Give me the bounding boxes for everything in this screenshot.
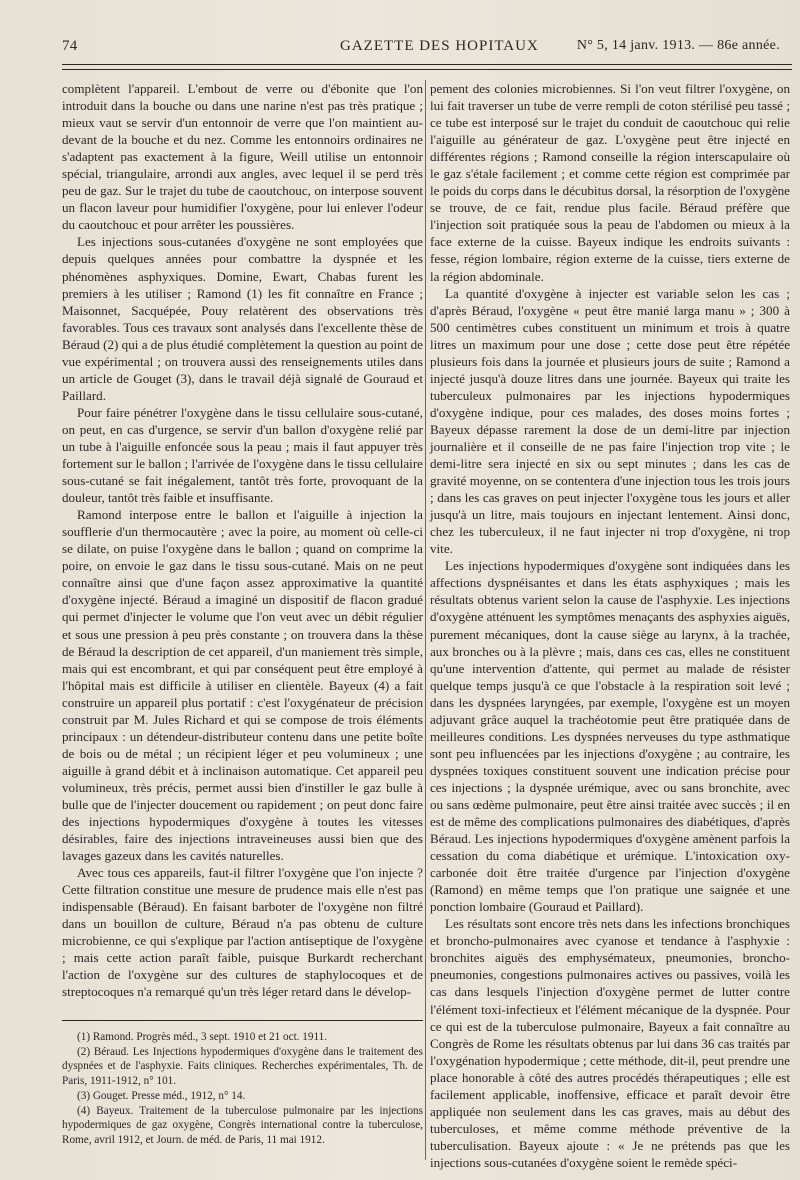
paragraph: Les résultats sont encore très nets dans les infections bronchiques et broncho-pulmonaires avec cyanose et tendance à l'asphyxie : bronchites aiguës des emphysémateux, pneumonies, broncho-pneumonies, congestions pulmonaires actives ou passives, voilà les cas dans lesquels l'injection d'oxygène permet de lutter contre l'élément toxi-infectieux et l'élément mécanique de la dyspnée. Pour ce qui est de la tuberculose pulmonaire, Bayeux a fait connaître au Congrès de Rome les résultats obtenus par lui dans 36 cas traités par l'oxygénation hypodermique ; cette méthode, dit-il, peut prendre une place honorable à côté des autres procédés thérapeutiques ; elle est facilement applicable, inoffensive, efficace et paraît devoir être appliquée non seulement dans les cas graves, mais au début des tuberculoses, et même comme méthode préventive de la tuberculisation. Bayeux ajoute : « Je ne prétends pas que les injections sous-cutanées d'oxygène soient le remède spéci- xyxy=(430,916,790,1170)
paragraph: La quantité d'oxygène à injecter est variable selon les cas ; d'après Béraud, l'oxygène « peut être manié larga manu » ; 300 à 500 centimètres cubes constituent un minimum et trois à quatre litres un maximum pour une dose ; cette dose peut être répétée plusieurs fois dans la journée et plusieurs jours de suite ; Ramond a injecté jusqu'à douze litres dans une journée. Bayeux qui traite les tuberculeux pulmonaires par les injections hypodermiques d'oxygène indique, pour ces malades, des doses moins fortes ; Bayeux dépasse rarement la dose de un demi-litre par injection journalière et il conseille de ne pas faire l'injection trop vite ; le demi-litre sera injecté en six ou sept minutes ; dans les cas de gravité moyenne, on se contentera d'une injection tous les trois jours ; dans les cas graves on peut injecter l'oxygène tous les jours et aller jusqu'à un litre, mais toujours en injectant lentement. Ainsi donc, chez les tuberculeux, il ne faut injecter ni trop d'oxygène, ni trop vite. xyxy=(430,285,790,557)
footnote: (1) Ramond. Progrès méd., 3 sept. 1910 et 21 oct. 1911. xyxy=(77,1031,328,1043)
footnote-separator xyxy=(62,1020,423,1021)
journal-title: GAZETTE DES HOPITAUX xyxy=(340,38,539,54)
footnote: (4) Bayeux. Traitement de la tuberculose pulmonaire par les injections hypodermiques de gaz oxygène, Congrès international contre la tuberculose, Rome, avril 1912, et Journ. de méd. de Paris, 11 mai 1912. xyxy=(62,1104,423,1146)
left-column xyxy=(62,80,423,1001)
header-rule-thin xyxy=(62,69,792,70)
right-column xyxy=(430,80,790,1171)
footnote: (2) Béraud. Les Injections hypodermiques d'oxygène dans le traitement des dyspnées et de l'asphyxie. Faits cliniques. Recherches expérimentales, Th. de Paris, 1911-1912, n° 101. xyxy=(62,1045,423,1088)
paragraph: complètent l'appareil. L'embout de verre ou d'ébonite que l'on introduit dans la bouche ou dans une narine n'est pas très pratique ; mieux vaut se servir d'un entonnoir de verre que l'on maintient au-devant de la bouche et du nez. Comme les entonnoirs ordinaires ne s'adaptent pas exactement à la figure, Weill utilise un entonnoir spécial, triangulaire, arrondi aux angles, avec lequel il se perd très peu de gaz. Sur le trajet du tube de caoutchouc, on interpose souvent un flacon laveur pour humidifier l'oxygène, pour lui enlever l'odeur du caoutchouc et pour arrêter les poussières. xyxy=(62,81,423,233)
paragraph: Pour faire pénétrer l'oxygène dans le tissu cellulaire sous-cutané, on peut, en cas d'urgence, se servir d'un ballon d'oxygène relié par un tube à l'aiguille enfoncée sous la peau ; mais il faut appuyer très fortement sur le ballon ; l'arrivée de l'oxygène dans le tissu cellulaire sous-cutané se fait inégalement, tantôt très forte, provoquant de la douleur, tantôt très faible et insuffisante. xyxy=(62,404,423,506)
paragraph: Les injections sous-cutanées d'oxygène ne sont employées que depuis quelques années pour combattre la dyspnée et les phénomènes asphyxiques. Domine, Ewart, Chabas furent les premiers à les utiliser ; Ramond (1) les fit connaître en France ; Maisonnet, Sacquépée, Pouy relatèrent des observations très favorables. Tous ces travaux sont analysés dans l'excellente thèse de Béraud (2) qui a de plus étudié complètement la question au point de vue expérimental ; on trouvera aussi des renseignements utiles dans un article de Gouget (3), dans le travail déjà signalé de Gouraud et Paillard. xyxy=(62,234,423,403)
paragraph: Avec tous ces appareils, faut-il filtrer l'oxygène que l'on injecte ? Cette filtration constitue une mesure de prudence mais elle n'est pas indispensable (Béraud). En faisant barboter de l'oxygène non filtré dans un bouillon de culture, Béraud n'a pas obtenu de culture microbienne, ce qui s'explique par l'action antiseptique de l'oxygène ; mais cette action paraît faible, puisque Burkardt recherchant l'action de l'oxygène sur des cultures de staphylocoques et de streptocoques n'a remarqué qu'un très léger retard dans le dévelop- xyxy=(62,865,423,1000)
page-number: 74 xyxy=(62,38,78,54)
paragraph: pement des colonies microbiennes. Si l'on veut filtrer l'oxygène, on lui fait traverser un tube de verre rempli de coton stérilisé peu tassé ; ce tube est interposé sur le trajet du conduit de caoutchouc qui relie l'aiguille au générateur de gaz. L'oxygène peut être injecté en différentes régions ; Ramond conseille la région interscapulaire où le gaz s'étale facilement ; et comme cette région est comprimée par le poids du corps dans le décubitus dorsal, la résorption de l'oxygène se trouve, de ce fait, rendue plus facile. Béraud préfère que l'injection soit pratiquée sous la peau de l'abdomen ou mieux à la face externe de la cuisse. Bayeux indique les endroits suivants : fesse, région lombaire, région externe de la cuisse, tiers externe de la région abdominale. xyxy=(430,81,790,284)
column-divider xyxy=(425,80,426,1160)
running-header xyxy=(62,38,780,62)
paragraph: Ramond interpose entre le ballon et l'aiguille à injection la soufflerie d'un thermocautère ; avec la poire, au moment où celle-ci se dilate, on puise l'oxygène dans le ballon ; quand on comprime la poire, on envoie le gaz dans le tissu sous-cutané. Mais on ne peut connaître ainsi que d'une façon assez approximative la quantité d'oxygène injecté. Béraud a imaginé un dispositif de flacon gradué qui permet d'injecter le volume que l'on veut avec un débit régulier et sous une pression à peu près constante ; on trouvera dans la thèse de Béraud la description de cet appareil, d'un maniement très simple, mais qui est encombrant, et qui par conséquent peut être employé à l'hôpital mais est difficile à utiliser en clientèle. Bayeux (4) a fait construire un appareil plus portatif : c'est l'oxygénateur de précision construit par M. Jules Richard et qui se compose de trois éléments principaux : un détendeur-distributeur contenu dans une petite boîte de bois ou de métal ; un récipient léger et peu volumineux ; une aiguille à grand débit et à inclinaison automatique. Cet appareil peu volumineux, très précis, permet aussi bien d'instiller le gaz bulle à bulle que de l'injecter doucement ou rapidement ; on peut donc faire des injections hypodermiques d'oxygène à toutes les vitesses désirables, faire des injections intraveineuses aussi bien que des lavages gazeux dans les cavités naturelles. xyxy=(62,507,423,864)
footnote: (3) Gouget. Presse méd., 1912, n° 14. xyxy=(77,1089,246,1102)
issue-info: N° 5, 14 janv. 1913. — 86e année. xyxy=(576,38,780,53)
paragraph: Les injections hypodermiques d'oxygène sont indiquées dans les affections dyspnéisantes et dans les états asphyxiques ; mais les résultats obtenus varient selon la cause de l'asphyxie. Les injections d'oxygène atténuent les symptômes menaçants des asphyxies aiguës, purement mécaniques, dont la cause siège au larynx, à la trachée, aux bronches ou à la plèvre ; mais, dans ces cas, elles ne constituent qu'une intervention d'attente, qui permet au malade de résister quelque temps jusqu'à ce que l'obstacle à la respiration soit levé ; dans les dyspnées laryngées, par exemple, l'oxygène est un moyen adjuvant grâce auquel la trachéotomie peut être pratiquée dans de meilleures conditions. Les dyspnées nerveuses du type asthmatique sont peu influencées par les injections d'oxygène ; au contraire, les dyspnées toxiques constituent souvent une indication précise pour ces injections ; la dyspnée urémique, avec ou sans bronchite, avec ou sans œdème pulmonaire, peut être ainsi traitée avec succès ; il en est de même des complications pulmonaires des diabétiques, d'après Béraud. Les injections hypodermiques d'oxygène amènent parfois la cessation du coma diabétique et urémique. L'intoxication oxy-carbonée doit être traitée d'urgence par l'injection d'oxygène (Ramond) en même temps que l'on pratique une saignée et une ponction lombaire (Gouraud et Paillard). xyxy=(430,558,790,915)
header-rule-thick xyxy=(62,64,792,65)
footnotes xyxy=(62,1030,423,1148)
